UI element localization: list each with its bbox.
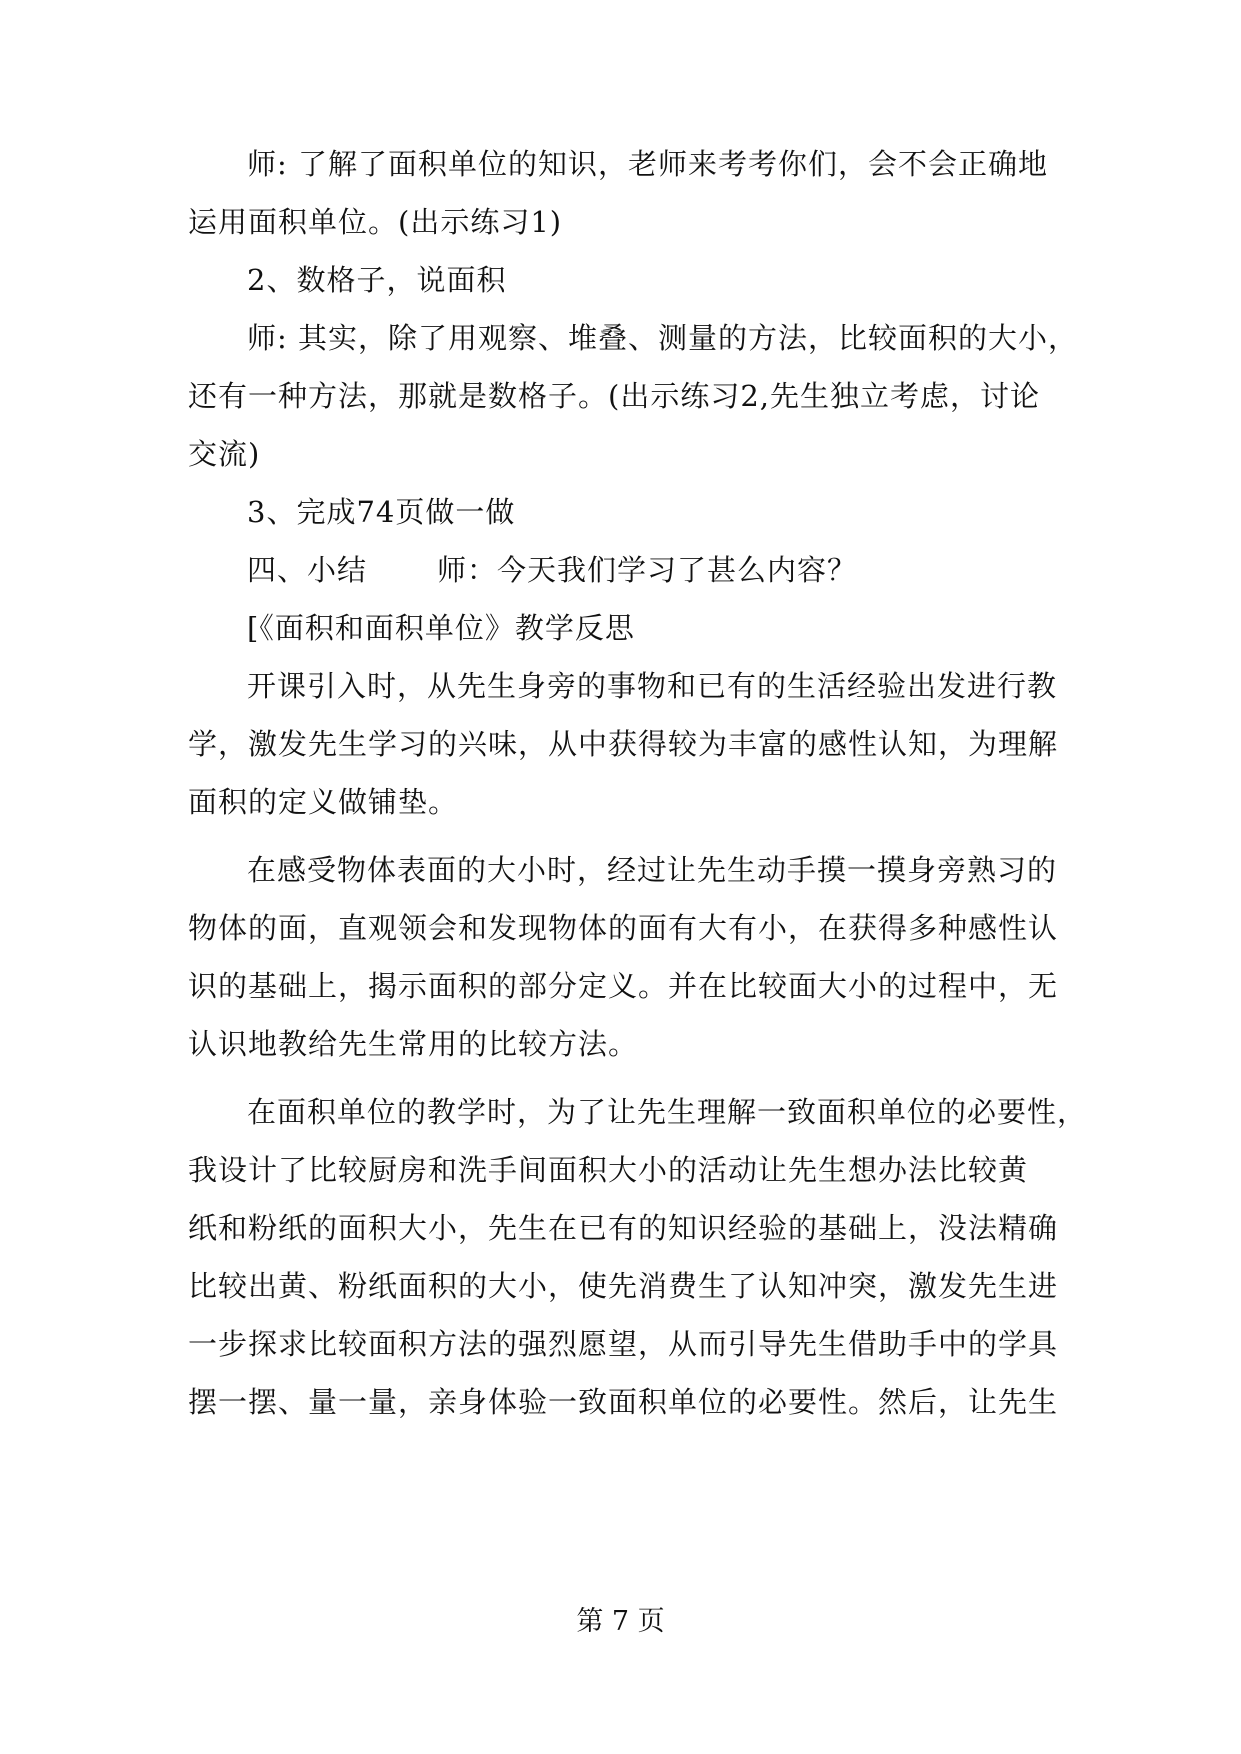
reflection-title: [《面积和面积单位》教学反思 [247, 611, 635, 645]
paragraph-line: 2、数格子，说面积 [247, 263, 507, 297]
paragraph-line: 摆一摆、量一量，亲身体验一致面积单位的必要性。然后，让先生 [188, 1385, 1059, 1419]
paragraph-line: 面积的定义做铺垫。 [188, 785, 459, 819]
paragraph-line: 在面积单位的教学时，为了让先生理解一致面积单位的必要性， [247, 1095, 1088, 1129]
paragraph-line: 3、完成74页做一做 [247, 495, 516, 529]
paragraph-line: 学，激发先生学习的兴味，从中获得较为丰富的感性认知，为理解 [188, 727, 1059, 761]
page-number: 第 7 页 [576, 1606, 665, 1637]
paragraph-line: 在感受物体表面的大小时，经过让先生动手摸一摸身旁熟习的 [247, 853, 1058, 887]
paragraph-line: 开课引入时，从先生身旁的事物和已有的生活经验出发进行教 [247, 669, 1058, 703]
paragraph-line: 识的基础上，揭示面积的部分定义。并在比较面大小的过程中，无 [188, 969, 1059, 1003]
summary-line [247, 550, 857, 590]
paragraph-line: 物体的面，直观领会和发现物体的面有大有小，在获得多种感性认 [188, 911, 1059, 945]
paragraph-line: 运用面积单位。(出示练习1) [188, 205, 563, 239]
paragraph-line: 我设计了比较厨房和洗手间面积大小的活动让先生想办法比较黄 [188, 1153, 1029, 1187]
paragraph-line: 还有一种方法，那就是数格子。(出示练习2,先生独立考虑，讨论 [188, 379, 1040, 413]
paragraph-line: 师: 了解了面积单位的知识，老师来考考你们，会不会正确地 [247, 147, 1048, 181]
paragraph-line: 师: 其实，除了用观察、堆叠、测量的方法，比较面积的大小， [247, 321, 1078, 355]
paragraph-line: 一步探求比较面积方法的强烈愿望，从而引导先生借助手中的学具 [188, 1327, 1059, 1361]
teacher-question: 师：今天我们学习了甚么内容？ [437, 553, 858, 587]
section-heading: 四、小结 [247, 553, 368, 587]
paragraph-line: 纸和粉纸的面积大小，先生在已有的知识经验的基础上，没法精确 [188, 1211, 1059, 1245]
paragraph-line: 比较出黄、粉纸面积的大小，使先消费生了认知冲突，激发先生进 [188, 1269, 1059, 1303]
paragraph-line: 认识地教给先生常用的比较方法。 [188, 1027, 639, 1061]
paragraph-line: 交流) [188, 437, 261, 471]
